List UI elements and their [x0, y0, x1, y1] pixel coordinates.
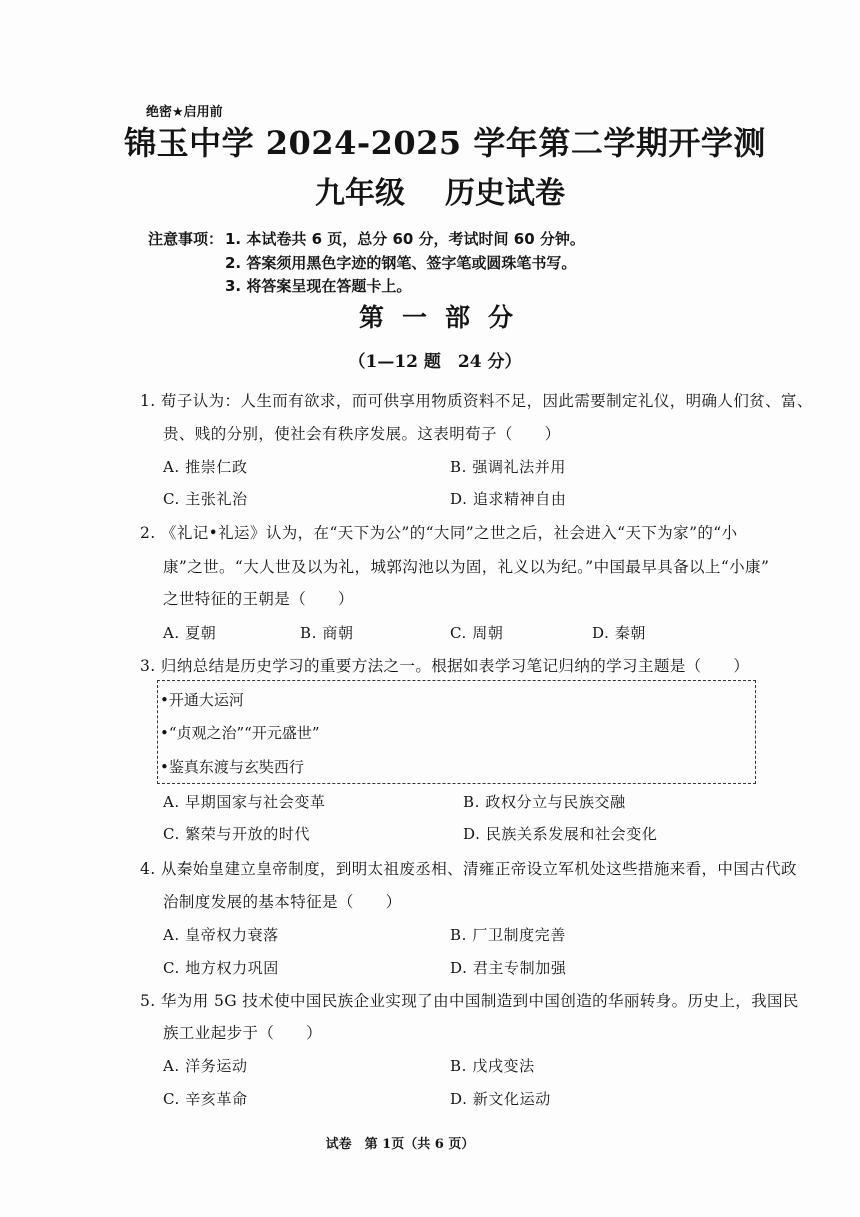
option: A. 推崇仁政 — [163, 458, 248, 476]
notice-item: 1. 本试卷共 6 页，总分 60 分，考试时间 60 分钟。 — [225, 230, 585, 248]
option: C. 辛亥革命 — [163, 1090, 248, 1108]
note-item: •“贞观之治”“开元盛世” — [160, 724, 320, 742]
option: A. 洋务运动 — [163, 1057, 248, 1075]
option: C. 周朝 — [450, 624, 504, 642]
notice-label: 注意事项： — [148, 230, 224, 248]
note-item: •鉴真东渡与玄奘西行 — [160, 758, 304, 776]
option: B. 政权分立与民族交融 — [463, 793, 626, 811]
option: B. 强调礼法并用 — [450, 458, 566, 476]
option: D. 新文化运动 — [450, 1090, 551, 1108]
question-2-line: 康”之世。“大人世及以为礼，城郭沟池以为固，礼义以为纪。”中国最早具备以上“小康” — [163, 558, 770, 576]
option: A. 早期国家与社会变革 — [163, 793, 326, 811]
option: D. 君主专制加强 — [450, 959, 567, 977]
subject-label: 历史试卷 — [445, 176, 565, 211]
question-4-line: 4. 从秦始皇建立皇帝制度，到明太祖废丞相、清雍正帝设立军机处这些措施来看，中国古代政 — [140, 860, 797, 878]
question-1-line: 1. 荀子认为：人生而有欲求，而可供享用物质资料不足，因此需要制定礼仪，明确人们贫、富、 — [140, 392, 813, 410]
option: D. 追求精神自由 — [450, 490, 567, 508]
question-2-line: 2. 《礼记•礼运》认为，在“天下为公”的“大同”之世之后，社会进入“天下为家”的“小 — [140, 524, 738, 542]
question-1-line: 贵、贱的分别，使社会有秩序发展。这表明荀子（ ） — [163, 425, 561, 443]
page-footer: 试卷 第 1页（共 6 页） — [325, 1137, 475, 1152]
option: B. 厂卫制度完善 — [450, 926, 566, 944]
exam-subtitle — [0, 168, 860, 212]
notice-item: 3. 将答案呈现在答题卡上。 — [225, 277, 412, 295]
option: B. 戊戌变法 — [450, 1057, 535, 1075]
option: C. 繁荣与开放的时代 — [163, 825, 311, 843]
option: B. 商朝 — [300, 624, 354, 642]
question-3-line: 3. 归纳总结是历史学习的重要方法之一。根据如表学习笔记归纳的学习主题是（ ） — [140, 657, 750, 675]
exam-title: 锦玉中学 2024-2025 学年第二学期开学测 — [124, 124, 766, 162]
question-4-line: 治制度发展的基本特征是（ ） — [163, 893, 402, 911]
option: C. 地方权力巩固 — [163, 959, 279, 977]
section-subtitle: （1—12 题 24 分） — [348, 352, 522, 372]
option: A. 夏朝 — [163, 624, 217, 642]
question-5-line: 族工业起步于（ ） — [163, 1024, 323, 1042]
question-5-line: 5. 华为用 5G 技术使中国民族企业实现了由中国制造到中国创造的华丽转身。历史上，我国民 — [140, 992, 799, 1010]
section-title: 第一部分 — [358, 303, 531, 332]
grade-label: 九年级 — [315, 176, 405, 211]
option: A. 皇帝权力衰落 — [163, 926, 279, 944]
option: C. 主张礼治 — [163, 490, 248, 508]
option: D. 民族关系发展和社会变化 — [463, 825, 658, 843]
note-item: •开通大运河 — [160, 691, 244, 709]
option: D. 秦朝 — [592, 624, 647, 642]
secret-mark: 绝密★启用前 — [146, 105, 223, 120]
notice-item: 2. 答案须用黑色字迹的钢笔、签字笔或圆珠笔书写。 — [225, 254, 577, 272]
question-2-line: 之世特征的王朝是（ ） — [163, 590, 354, 608]
